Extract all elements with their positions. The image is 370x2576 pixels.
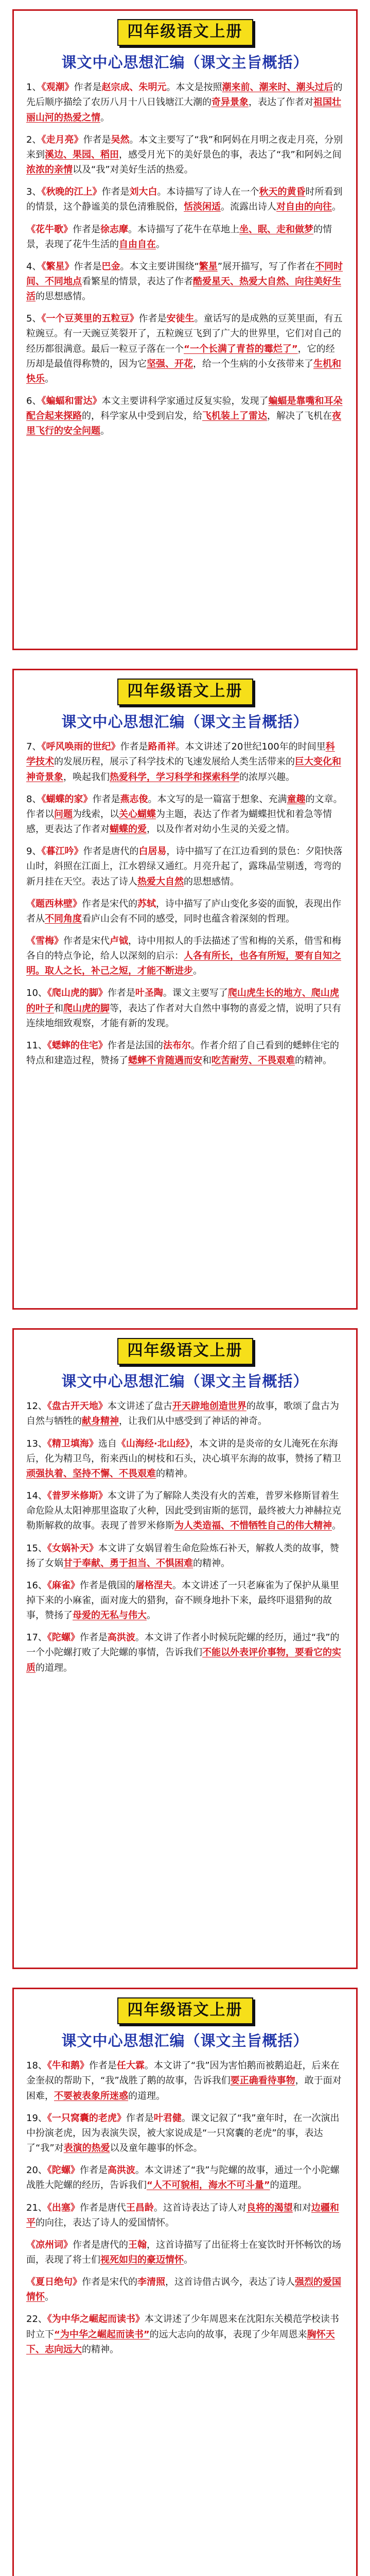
summary-entry [26,1399,344,1429]
entry-text-segment: 《一个豆荚里的五粒豆》 [41,313,139,325]
entry-text-segment: 《陀螺》 [47,2165,80,2176]
entry-text-segment: 作者是唐代的 [73,2239,128,2250]
entry-text-segment: 生机和快乐 [26,358,341,384]
entry-number: 6、 [26,396,42,407]
entry-text-segment: 《出塞》 [47,2202,80,2213]
summary-entry [26,896,344,926]
entries-list [26,739,344,1068]
entry-text-segment: 。本文讲了作者小时候玩陀螺的经历，通过“我”的一个小陀螺打败了大陀螺的事情，告诉我们 [26,1632,340,1658]
entry-text-segment: 边疆和平 [26,2202,339,2228]
entry-text-segment: 《爬山虎的脚》 [47,988,108,999]
entry-text-segment: 。 [193,965,202,977]
entry-text-segment: 。本文讲述了20世纪100年的时间里 [175,741,326,753]
entry-text-segment: 繁星 [199,261,218,272]
entry-text-segment: 不同角度 [45,913,82,924]
entry-text-segment: 夜里飞行的安全问题 [26,411,341,437]
entry-number: 10、 [26,988,47,999]
entry-text-segment: 强烈的爱国情怀 [26,2277,341,2303]
entry-number: 12、 [26,1401,47,1412]
entry-text-segment: 作者是 [126,2112,154,2124]
entry-text-segment: 《暮江吟》 [41,846,83,857]
summary-entry [26,2275,344,2304]
entry-text-segment: 母爱的无私与伟大 [73,1610,147,1621]
entry-text-segment: 《呼风唤雨的世纪》 [41,741,120,753]
entry-text-segment: 王翰 [128,2239,147,2250]
entry-text-segment: 顽强执着、坚持不懈、不畏艰难 [26,1468,156,1479]
summary-entry [26,2058,344,2103]
entry-text-segment: 。课文主要写了 [163,988,228,999]
entry-number: 11、 [26,1040,47,1051]
summary-paragraph [26,222,344,252]
entry-text-segment: 的思想感情。 [36,291,91,302]
entry-text-segment: 。 [100,112,110,123]
entry-number: 13、 [26,1438,47,1449]
entry-text-segment: 蟋蟀不肯随遇而安 [128,1055,202,1066]
entry-number: 5、 [26,313,42,325]
main-title: 课文中心思想汇编（课文主旨概括） [61,54,309,71]
entry-text-segment: 。作者介绍了自己看到的蟋蟀住宅的特点和建造过程，赞扬了 [26,1040,339,1066]
entry-text-segment: 视死如归的豪迈情怀 [100,2254,184,2265]
summary-paragraph [26,2275,344,2304]
entry-text-segment: 。流露出诗人 [221,201,276,213]
summary-entry [26,394,344,438]
entry-text-segment: 《繁星》 [41,261,74,272]
entry-text-segment: 和对 [292,2202,311,2213]
entry-text-segment: ，让我们从中感受到了神话的神奇。 [119,1416,267,1427]
entry-text-segment: 的道理。 [128,2090,165,2102]
summary-entry [26,1436,344,1481]
summary-paragraph [26,2163,344,2193]
entry-number: 17、 [26,1632,47,1643]
entry-text-segment: 。本文主要写了“我”和阿妈在月明之夜走月亮，分别来到 [26,134,343,160]
entry-text-segment: 《盘古开天地》 [47,1401,108,1412]
entry-text-segment: 以及童年趣事的怀念。 [110,2143,203,2154]
summary-paragraph [26,1488,344,1533]
entry-text-segment: 不要被表象所迷惑 [54,2090,128,2102]
entry-text-segment: 的文章。作者以 [26,793,343,820]
entry-number: 1、 [26,82,42,93]
entry-text-segment: 吴然 [111,134,130,145]
entry-text-segment: 吃苦耐劳、不畏艰难 [212,1055,295,1066]
entry-text-segment: 溪边、果园、稻田 [45,149,119,160]
entry-text-segment: 刘大白 [129,187,157,198]
entry-text-segment: ，感受月光下的美好景色的事，表达了“我”和阿妈之间 [119,149,342,160]
entry-text-segment: 《蟋蟀的住宅》 [47,1040,108,1051]
main-title: 课文中心思想汇编（课文主旨概括） [61,1372,309,1390]
entry-text-segment: 作者是 [74,82,102,93]
page-frame [12,9,358,650]
summary-paragraph [26,1541,344,1571]
entry-text-segment: 等，表达了作者对大自然中事物的喜爱之情，说明了只有连续地细致观察，才能有新的发现。 [26,1003,341,1029]
entry-text-segment: 问题 [54,808,73,820]
entry-text-segment: 以及“我”对美好生活的热爱。 [73,164,193,176]
entry-text-segment: 《秋晚的江上》 [41,187,102,198]
summary-page-4 [0,1978,370,2576]
summary-entry [26,1578,344,1623]
summary-entry [26,844,344,889]
page-header [26,679,344,731]
summary-entry [26,132,344,177]
summary-paragraph [26,1436,344,1481]
entry-text-segment: 选自 [98,1438,117,1449]
entry-text-segment: 作者是 [79,2165,108,2176]
entry-text-segment: 本文讲述了盘古 [107,1401,172,1412]
entry-text-segment: ，以及作者对幼小生灵的关爱之情。 [147,824,295,835]
entry-text-segment: 本文讲了为了解除人类没有火的苦难，普罗米修斯冒着生命危险从太阳神那里盗取了火种，因此受到宙斯的惩罚，最终被大力神赫拉克勒斯解救的故事。表现了普罗米修斯 [26,1490,341,1532]
entry-number: 20、 [26,2165,47,2176]
entry-text-segment: 。本诗描写了花牛在草地上 [128,224,239,235]
entry-text-segment: 为线索，以 [73,808,119,820]
entry-text-segment: 作者是唐代 [79,2202,126,2213]
entry-text-segment: 的远大志向的故事，表现了少年周恩来 [149,2329,307,2340]
entry-text-segment: 为人类造福、不惜牺牲自己的伟大精神 [174,1520,332,1532]
entry-text-segment: 潮来前、潮来时、潮头过后 [222,82,333,93]
entry-text-segment: 作者是 [83,134,111,145]
entry-text-segment: 作者是宋代 [63,935,110,946]
entry-text-segment: 王昌龄 [126,2202,154,2213]
summary-entry [26,184,344,214]
entry-text-segment: 作者是 [107,988,135,999]
entry-text-segment: 《女娲补天》 [47,1543,98,1554]
entry-text-segment: 。本文讲述了“我”与陀螺的故事，通过一个小陀螺战胜大陀螺的经历，告诉我们 [26,2165,340,2191]
summary-paragraph [26,792,344,837]
entry-text-segment: 作者是 [74,261,102,272]
entry-text-segment: 《花牛歌》 [26,224,73,235]
entry-text-segment: 《观潮》 [41,82,74,93]
entry-text-segment: 《麻雀》 [47,1580,80,1591]
entry-number: 8、 [26,793,42,805]
summary-paragraph [26,844,344,889]
entry-text-segment: “人不可貌相，海水不可斗量” [147,2180,270,2191]
entry-text-segment: 秋天的黄昏 [259,187,306,198]
entry-text-segment: 良将的渴望 [246,2202,293,2213]
entry-text-segment: 。本文写的是一篇富于想象、充满 [148,793,287,805]
entry-text-segment: 的情景，表现了花牛生活的 [26,224,332,250]
summary-paragraph [26,2312,344,2357]
entry-text-segment: 要正确看待事物 [230,2075,295,2087]
summary-entry [26,934,344,978]
entry-text-segment: 的发展历程，展示了科学技术的飞速发展给人类生活带来的 [54,756,295,768]
entry-text-segment: 《山海经·北山经》 [116,1438,190,1449]
summary-entry [26,259,344,304]
page-header [26,1338,344,1391]
entry-text-segment: ，诗中用拟人的手法描述了雪和梅的关系，借雪和梅各自的特点争论，给人以深刻的启示： [26,935,341,962]
entry-text-segment: ”展开描写，写了作者在 [217,261,315,272]
entry-text-segment: 开天辟地创造世界 [172,1401,246,1412]
summary-paragraph [26,2238,344,2267]
summary-paragraph [26,1038,344,1068]
entry-text-segment: 作者是宋代的 [82,2277,137,2288]
entry-text-segment: 徐志摩 [100,224,128,235]
entry-text-segment: 卢钺 [110,935,128,946]
entry-text-segment: ，解决了飞机在 [267,411,332,422]
entry-text-segment: 坐、眠、走和做梦 [239,224,313,235]
entry-text-segment: 屠格涅夫 [135,1580,172,1591]
entry-text-segment: 叶圣陶 [135,988,163,999]
summary-paragraph [26,986,344,1030]
page-frame [12,669,358,1310]
entry-text-segment: 李清照 [137,2277,165,2288]
entry-text-segment: 。本文是按照 [166,82,222,93]
entry-text-segment: 《普罗米修斯》 [47,1490,108,1502]
entry-text-segment: 表演的热爱 [63,2143,110,2154]
entry-text-segment: 祖国壮丽山河的热爱之情 [26,97,341,123]
main-title: 课文中心思想汇编（课文主旨概括） [61,2032,309,2049]
entry-text-segment: 和 [202,1055,212,1066]
entry-text-segment: 本文讲了女娲冒着生命危险炼石补天，解救人类的故事，赞扬了女娲 [26,1543,339,1569]
entry-text-segment: 的精神。 [295,1055,332,1066]
entry-text-segment: 。 [332,201,341,213]
entry-text-segment: 《一只窝囊的老虎》 [47,2112,126,2124]
entry-text-segment: 作者是俄国的 [79,1580,135,1591]
entry-text-segment: 苏轼 [137,898,156,909]
entry-text-segment: 。童话写的是成熟的豆荚里面，有五粒豌豆。有一天豌豆荚裂开了，五粒豌豆飞到了广大的世界里，它们对自己的经历都很满意。最后一粒豆子落在一个 [26,313,343,354]
entry-text-segment: 。这首诗表达了诗人对 [153,2202,246,2213]
summary-entry [26,792,344,837]
entry-text-segment: 作者是 [120,741,148,753]
entry-text-segment: 赵宗成、朱明元 [101,82,167,93]
entry-text-segment: “为中华之崛起而读书” [54,2329,150,2340]
entry-text-segment: 时所看到的情景，这个静谧美的景色清雅脱俗， [26,187,343,213]
summary-entry [26,2200,344,2230]
entry-text-segment: 恬淡闲适 [184,201,221,213]
entry-text-segment: 酷爱星天、热爱大自然、向往美好生活 [26,276,341,302]
entry-text-segment: 爬山虎生长的地方、爬山虎的叶子 [26,988,339,1014]
entry-text-segment: 作者是 [73,224,100,235]
entry-text-segment: ，给一个生病的小女孩带来了 [193,358,313,369]
summary-entry [26,2163,344,2193]
entry-text-segment: 为主题，表达了作者为蝴蝶担忧和着急等情感，更表达了作者对 [26,808,332,835]
entry-text-segment: 《陀螺》 [47,1632,80,1643]
summary-paragraph [26,739,344,784]
entry-text-segment: 的先后顺序描绘了农历八月十八日钱塘江大潮的 [26,82,343,108]
summary-entry [26,1541,344,1571]
summary-paragraph [26,2200,344,2230]
entry-text-segment: ，本文讲的是炎帝的女儿淹死在东海后，化为精卫鸟，衔来西山的树枝和石头，决心填平东海的故事，赞扬了精卫 [26,1438,341,1464]
entry-text-segment: 作者是 [89,2060,117,2072]
entry-text-segment: 的精神。 [193,1557,230,1569]
page-frame [12,1328,358,1969]
entry-text-segment: 叶君健 [153,2112,182,2124]
entry-text-segment: 蝙蝠是靠嘴和耳朵配合起来探路 [26,396,343,422]
page-frame [12,1988,358,2576]
entry-text-segment: 对自由的向往 [276,201,332,213]
summary-entry [26,222,344,252]
summary-paragraph [26,934,344,978]
entry-text-segment: 《为中华之崛起而读书》 [47,2314,145,2325]
grade-title: 四年级语文上册 [117,1338,253,1365]
entry-text-segment: 热爱科学，学习科学和探索科学 [110,771,239,783]
entry-text-segment: 的道理。 [36,1662,73,1673]
entry-number: 9、 [26,846,42,857]
summary-entry [26,2111,344,2156]
summary-paragraph [26,259,344,304]
main-title: 课文中心思想汇编（课文主旨概括） [61,713,309,731]
entry-text-segment: 《精卫填海》 [47,1438,98,1449]
entry-text-segment: 坚强、开花 [147,358,193,369]
entry-text-segment: 。本诗描写了诗人在一个 [157,187,259,198]
entry-text-segment: 作者是 [92,793,120,805]
entry-text-segment: 。 [45,373,54,384]
entry-text-segment: ，诗中描写了庐山变化多姿的面貌，表现出作者从 [26,898,341,924]
entry-text-segment: 看庐山会有不同的感受，同时也蕴含着深刻的哲理。 [82,913,295,924]
entry-text-segment: 。 [45,2292,54,2303]
entry-text-segment: 看繁星的情景，表达了作者 [82,276,193,287]
entry-text-segment: 作者是宋代的 [82,898,137,909]
entry-text-segment: 。 [184,2254,193,2265]
entry-text-segment: ，诗中描写了在江边看到的景色：夕阳快落山时，斜照在江面上，江水碧绿又通红。月亮升起了，露珠晶莹剔透，弯弯的新月挂在天空。表达了诗人 [26,846,343,887]
entry-text-segment: 的精神。 [156,1468,193,1479]
entry-text-segment: 的思想感情。 [184,876,239,887]
entry-text-segment: 浓浓的亲情 [26,164,73,176]
entry-text-segment: 本文主要讲科学家通过反复实验，发现了 [101,396,269,407]
entry-text-segment: 巴金 [101,261,120,272]
entry-text-segment: 的精神。 [82,2344,119,2355]
entry-text-segment: 作者是法国的 [107,1040,163,1051]
summary-paragraph [26,896,344,926]
summary-paragraph [26,1630,344,1675]
summary-entry [26,80,344,125]
entry-text-segment: 。 [147,1610,156,1621]
entry-text-segment: 人各有所长，也各有所短，要有自知之明。取人之长，补己之短，才能不断进步 [26,951,341,977]
entry-number: 4、 [26,261,42,272]
entry-text-segment: 《走月亮》 [41,134,83,145]
entry-number: 14、 [26,1490,47,1502]
entries-list [26,2058,344,2357]
summary-entry [26,311,344,386]
entry-number: 22、 [26,2314,47,2325]
entry-text-segment: 飞机装上了雷达 [202,411,267,422]
entry-text-segment: 胸怀天下、志向远大 [26,2329,335,2355]
entry-number: 2、 [26,134,42,145]
page-header [26,19,344,72]
entry-text-segment: 不同时间、不同地点 [26,261,343,287]
entry-text-segment: 《蝴蝶的家》 [41,793,93,805]
summary-page-2 [0,659,370,1319]
entry-text-segment: 蝴蝶的爱 [110,824,147,835]
entry-text-segment: 《夏日绝句》 [26,2277,82,2288]
entry-number: 18、 [26,2060,47,2072]
summary-entry [26,986,344,1030]
entry-text-segment: 燕志俊 [120,793,148,805]
summary-entry [26,739,344,784]
entry-text-segment: ，敢于面对困难， [26,2075,342,2102]
entry-text-segment: 的故事，歌颂了盘古为自然与牺牲的 [26,1401,339,1427]
entry-text-segment: 。本文讲述了一只老麻雀为了保护从巢里掉下来的小麻雀，面对庞大的猎狗，奋不顾身地扑下来，最终吓退猎狗的故事，赞扬了 [26,1580,339,1621]
summary-entry [26,1630,344,1675]
grade-title: 四年级语文上册 [117,19,253,46]
summary-page-1 [0,0,370,659]
entry-text-segment: 的，科学家从中受到启发，给 [82,411,202,422]
summary-entry [26,1038,344,1068]
grade-title: 四年级语文上册 [117,1997,253,2024]
entry-text-segment: 巨大变化和神奇景象 [26,756,341,783]
entry-text-segment: 高洪波 [107,2165,135,2176]
entry-text-segment: 高洪波 [107,1632,135,1643]
entry-text-segment: 科学技术 [26,741,335,768]
entry-text-segment: 任大霖 [116,2060,145,2072]
entry-number: 15、 [26,1543,47,1554]
summary-entry [26,1488,344,1533]
entry-text-segment: 的道理。 [270,2180,307,2191]
summary-paragraph [26,132,344,177]
summary-page-3 [0,1319,370,1978]
entry-text-segment: 关心蝴蝶 [119,808,156,820]
entry-text-segment: 作者是 [138,313,167,325]
entry-text-segment: 。课文记叙了“我”童年时，在一次演出中扮演老虎，因为表演失误，被大家说成是“一只窝囊的老虎”的事，表达了“我”对 [26,2112,340,2154]
entry-number: 7、 [26,741,42,753]
entry-text-segment: 白居易 [138,846,167,857]
entry-text-segment: 不能以外表评价事物，要看它的实质 [26,1647,341,1673]
entries-list [26,1399,344,1675]
entry-text-segment: 。 [156,239,165,250]
entry-text-segment: 作者是 [101,187,130,198]
summary-paragraph [26,1399,344,1429]
entry-text-segment: 《凉州词》 [26,2239,73,2250]
entry-text-segment: 《题西林壁》 [26,898,82,909]
page-header [26,1997,344,2050]
entry-number: 19、 [26,2112,47,2124]
entry-text-segment: ，它的经历却是最值得称赞的，因为它 [26,343,335,369]
entry-text-segment: ，唤起我们 [63,771,110,783]
entries-list [26,80,344,438]
summary-paragraph [26,1578,344,1623]
summary-paragraph [26,311,344,386]
entry-text-segment: 本文讲述了少年周恩来在沈阳东关模范学校读书时立下 [26,2314,339,2340]
summary-paragraph [26,2058,344,2103]
entry-text-segment: 自由自在 [119,239,156,250]
summary-paragraph [26,2111,344,2156]
entry-text-segment: 和 [54,1003,63,1014]
entry-text-segment: ，这首诗描写了出征将士在宴饮时开怀畅饮的场面，表现了将士们 [26,2239,341,2265]
entry-text-segment: 《雪梅》 [26,935,63,946]
entry-text-segment: 法布尔 [163,1040,191,1051]
entry-text-segment: 。 [100,426,110,437]
entry-text-segment: 路甬祥 [148,741,176,753]
entry-text-segment: ，表达了作者对 [249,97,313,108]
entry-number: 21、 [26,2202,47,2213]
entry-text-segment: 作者是 [79,1632,108,1643]
entry-text-segment: 奇异景象 [212,97,249,108]
entry-text-segment: 的向往，表达了诗人的爱国情怀。 [36,2217,174,2228]
summary-paragraph [26,394,344,438]
entry-text-segment: 热爱大自然 [137,876,184,887]
summary-paragraph [26,80,344,125]
entry-text-segment: 童趣 [287,793,306,805]
entry-text-segment: 。 [332,1520,341,1532]
summary-paragraph [26,184,344,214]
entry-number: 16、 [26,1580,47,1591]
entry-text-segment: “一个长满了青苔的霉烂了” [184,343,298,354]
entry-text-segment: 《蝙蝠和雷达》 [41,396,102,407]
entry-text-segment: 献身精神 [82,1416,119,1427]
entry-text-segment: ，这首诗借古讽今，表达了诗人 [165,2277,295,2288]
entry-text-segment: 。本文主要讲围绕“ [120,261,199,272]
entry-text-segment: 。本文讲了“我”因为害怕鹅而被鹅追赶，后来在金奎叔的帮助下，“我”战胜了鹅的故事，告诉我们 [26,2060,340,2087]
entry-text-segment: 安徒生 [166,313,195,325]
grade-title: 四年级语文上册 [117,679,253,705]
entry-text-segment: 爬山虎的脚 [63,1003,110,1014]
entry-text-segment: 作者是唐代的 [83,846,139,857]
entry-text-segment: 的浓厚兴趣。 [239,771,295,783]
entry-text-segment: 甘于奉献、勇于担当、不惧困难 [63,1557,193,1569]
entry-text-segment: 《牛和鹅》 [47,2060,89,2072]
summary-entry [26,2238,344,2267]
entry-number: 3、 [26,187,42,198]
summary-entry [26,2312,344,2357]
